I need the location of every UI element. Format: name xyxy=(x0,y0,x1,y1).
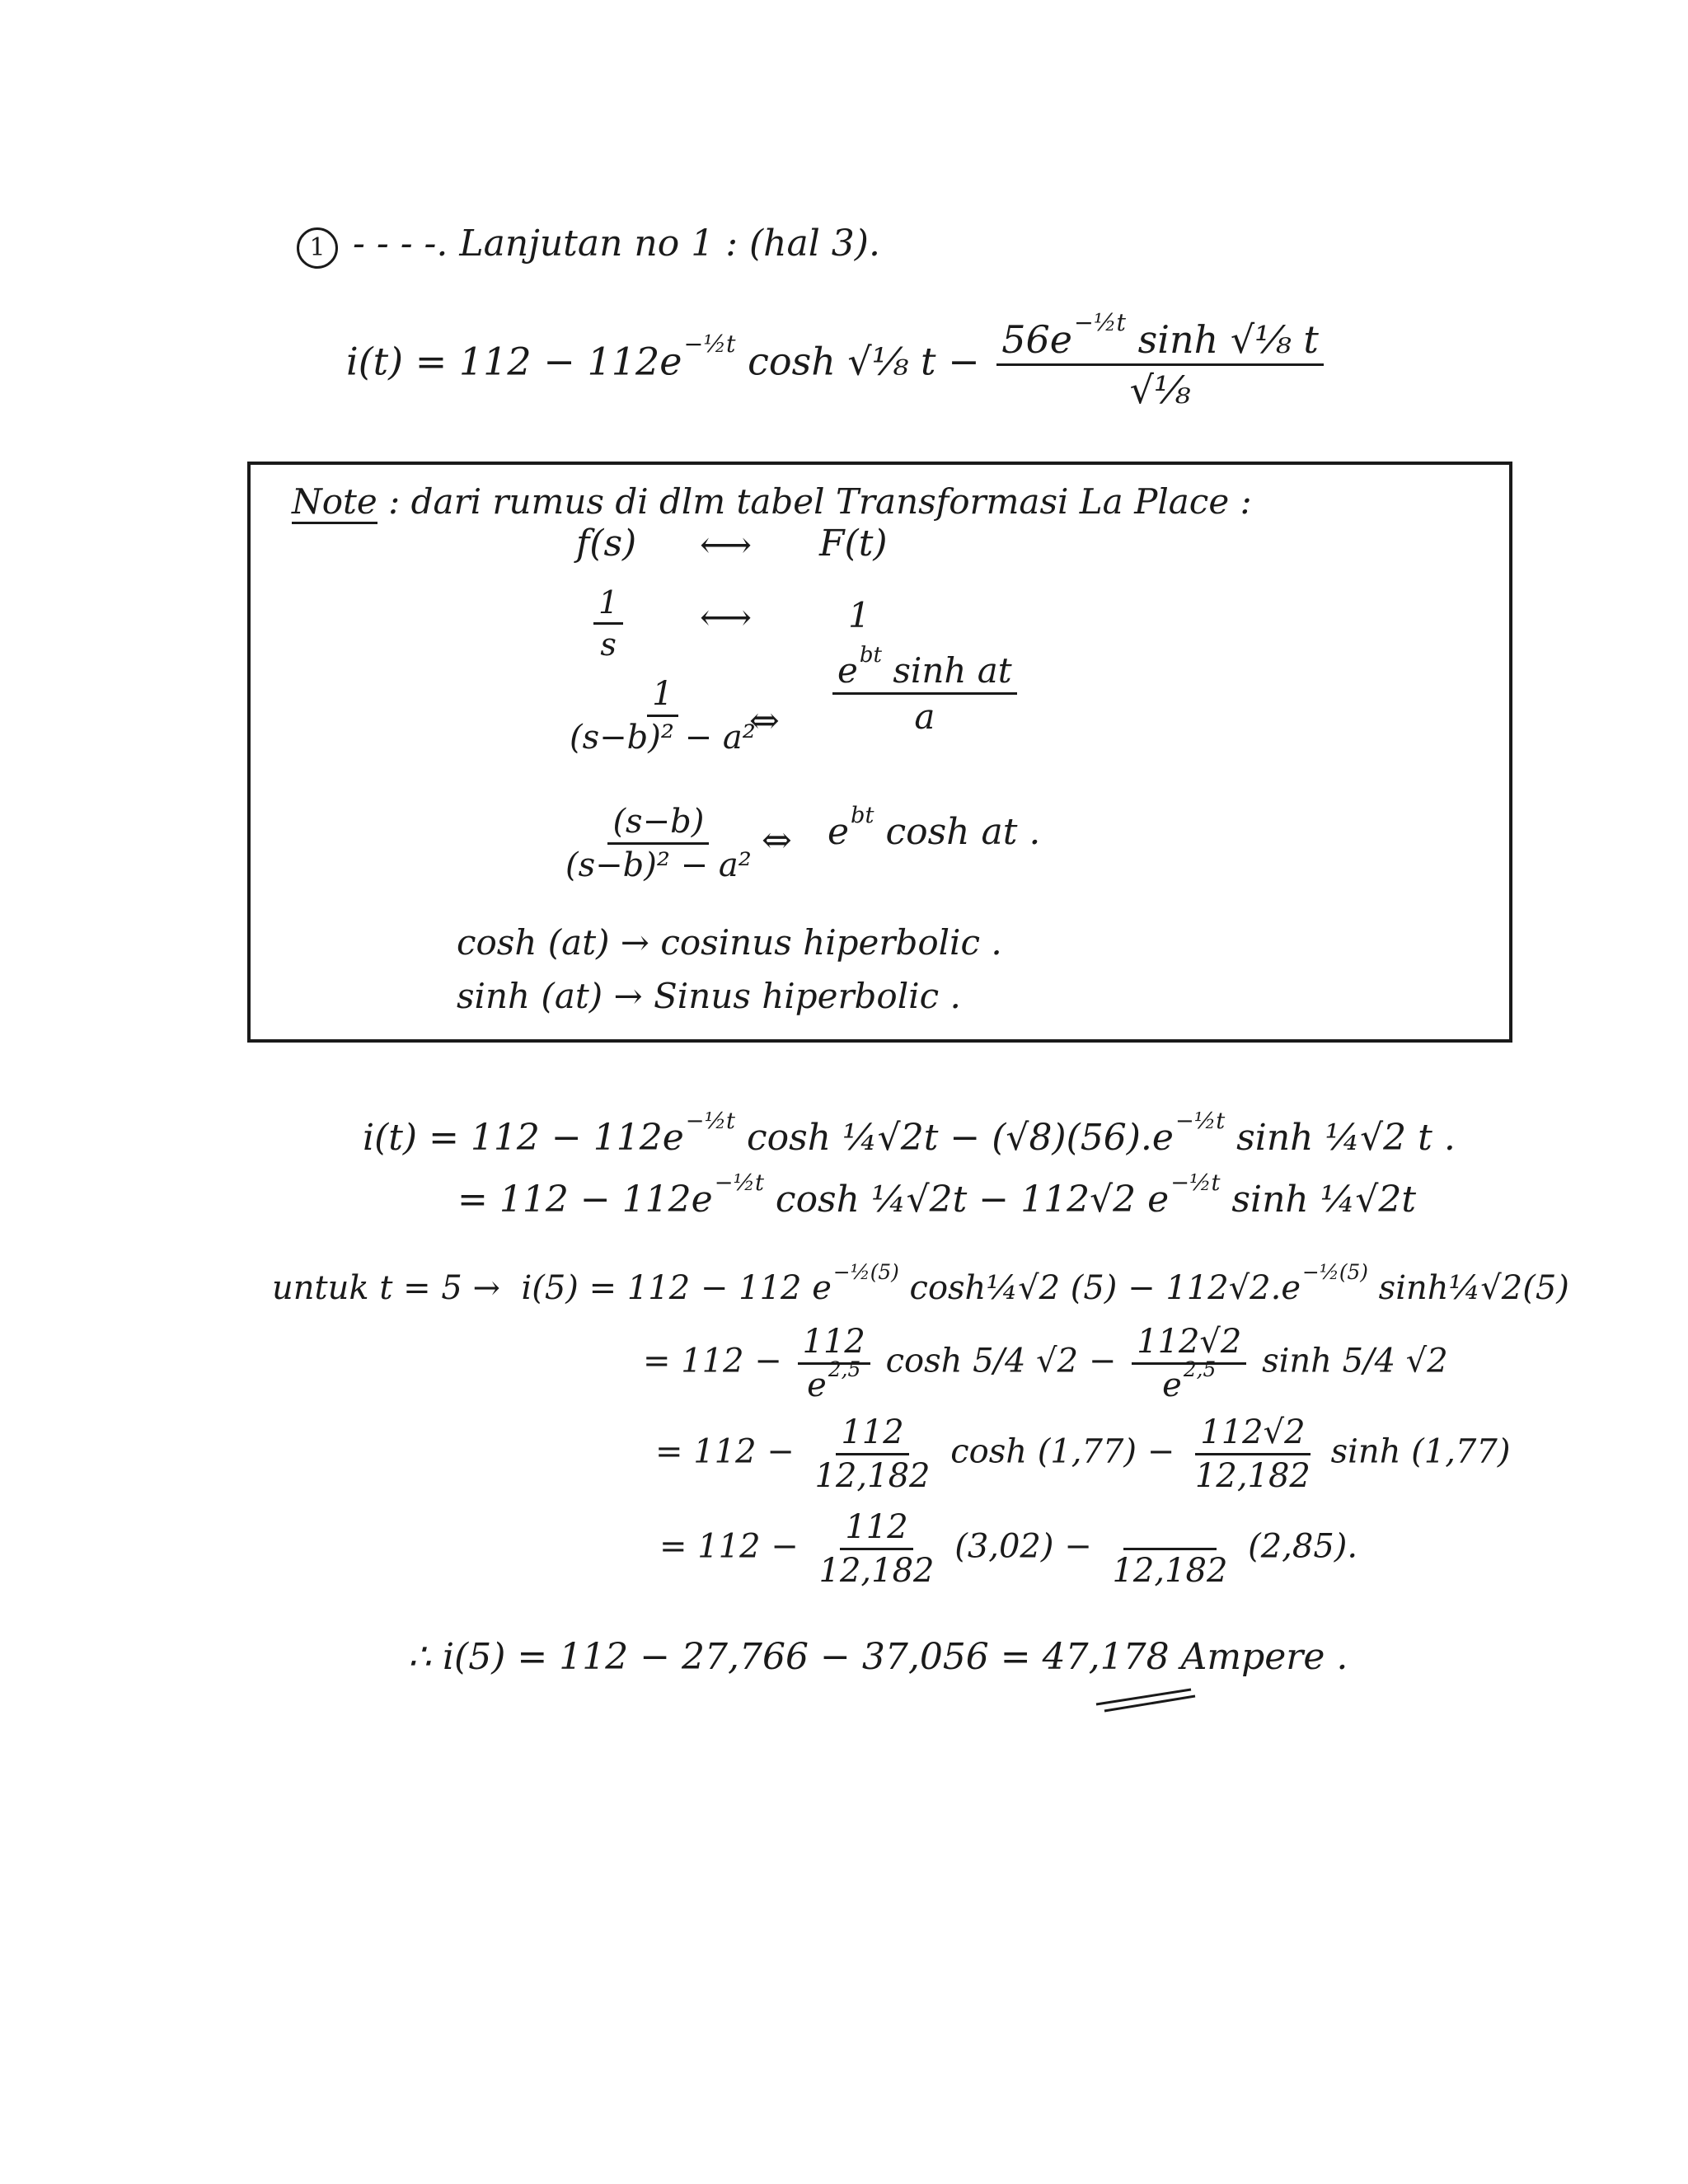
final-result: ∴ i(5) = 112 − 27,766 − 37,056 = 47,178 Ampere . xyxy=(408,1636,1348,1678)
eq1-fraction: $\frac{56e^{-\frac{1}{2}t} \sinh √\frac{1}{8} t}{\text{√⅛}}$ xyxy=(996,317,1324,412)
note-intro-line xyxy=(292,481,1252,522)
table-header-right: F(t) xyxy=(819,523,888,565)
table-row2-right: $\frac{e^{bt} \sinh at}{a}$ xyxy=(828,650,1022,737)
equation-it-initial: $i(t) = 112 - 112e^{-\frac{1}{2}t}$ cosh √⅛ t − $\frac{56e^{-\frac{1}{2}t} \sinh √\frac{1}{8} t}{\text{√⅛}}$ xyxy=(346,317,1329,412)
header-title: - - - -. Lanjutan no 1 : (hal 3). xyxy=(353,223,880,265)
header-line xyxy=(297,223,880,269)
calc-line-2: = $112 - 112e^{-\frac{1}{2}t}$ cosh ¼√2t − 112√2 $e^{-\frac{1}{2}t}$ sinh ¼√2t xyxy=(457,1170,1417,1221)
table-row1-left: $\frac{1}{s}$ xyxy=(588,584,628,663)
calc-line-5: = 112 − $\frac{112}{12,182}$ cosh (1,77) − $\frac{112√2}{12,182}$ sinh (1,77) xyxy=(655,1413,1511,1495)
result-underline xyxy=(1092,1681,1199,1714)
double-arrow-icon: ⟷ xyxy=(700,524,753,566)
table-header-left: f(s) xyxy=(576,523,637,565)
note-intro: : dari rumus di dlm tabel Transformasi La Place : xyxy=(388,481,1252,522)
problem-number-circle: 1 xyxy=(297,227,338,269)
table-row3-right: $e^{bt}$ cosh at . xyxy=(828,803,1041,853)
definition-cosh: cosh (at) → cosinus hiperbolic . xyxy=(457,922,1002,963)
double-arrow-icon: ⟷ xyxy=(700,597,753,639)
double-arrow-icon: ⇔ xyxy=(749,700,780,742)
double-arrow-icon: ⇔ xyxy=(762,819,792,861)
calc-line-6: = 112 − $\frac{112}{12,182}$ (3,02) − 12,182 (2,85). xyxy=(659,1508,1358,1590)
table-row3-left: $\frac{(s-b)}{\text{(s−b)² − a²}}$ xyxy=(565,803,752,884)
calc-line-1: $i(t) = 112 - 112e^{-\frac{1}{2}t}$ cosh ¼√2t − $(√8)(56).e^{-\frac{1}{2}t}$ sinh ¼√2 t . xyxy=(363,1108,1456,1159)
definition-sinh: sinh (at) → Sinus hiperbolic . xyxy=(457,976,961,1016)
calc-line-4: = 112 − $\frac{112}{e^{2,5}}$ cosh 5/4 √2 − $\frac{112√2}{e^{2,5}}$ sinh 5/4 √2 xyxy=(643,1323,1448,1404)
note-label: Note xyxy=(292,481,377,524)
calc-line-3: untuk t = 5 → i(5) = 112 − 112 $e^{-\frac{1}{2}(5)}$ cosh¼√2 $(5) - 112√2.e^{-\frac{1}{2}(5)}$ sinh¼√2(5) xyxy=(272,1260,1569,1307)
table-row2-left: $\frac{1}{\text{(s−b)² − a²}}$ xyxy=(570,675,756,757)
laplace-note-box xyxy=(247,462,1512,1043)
table-row1-right: 1 xyxy=(848,595,870,635)
